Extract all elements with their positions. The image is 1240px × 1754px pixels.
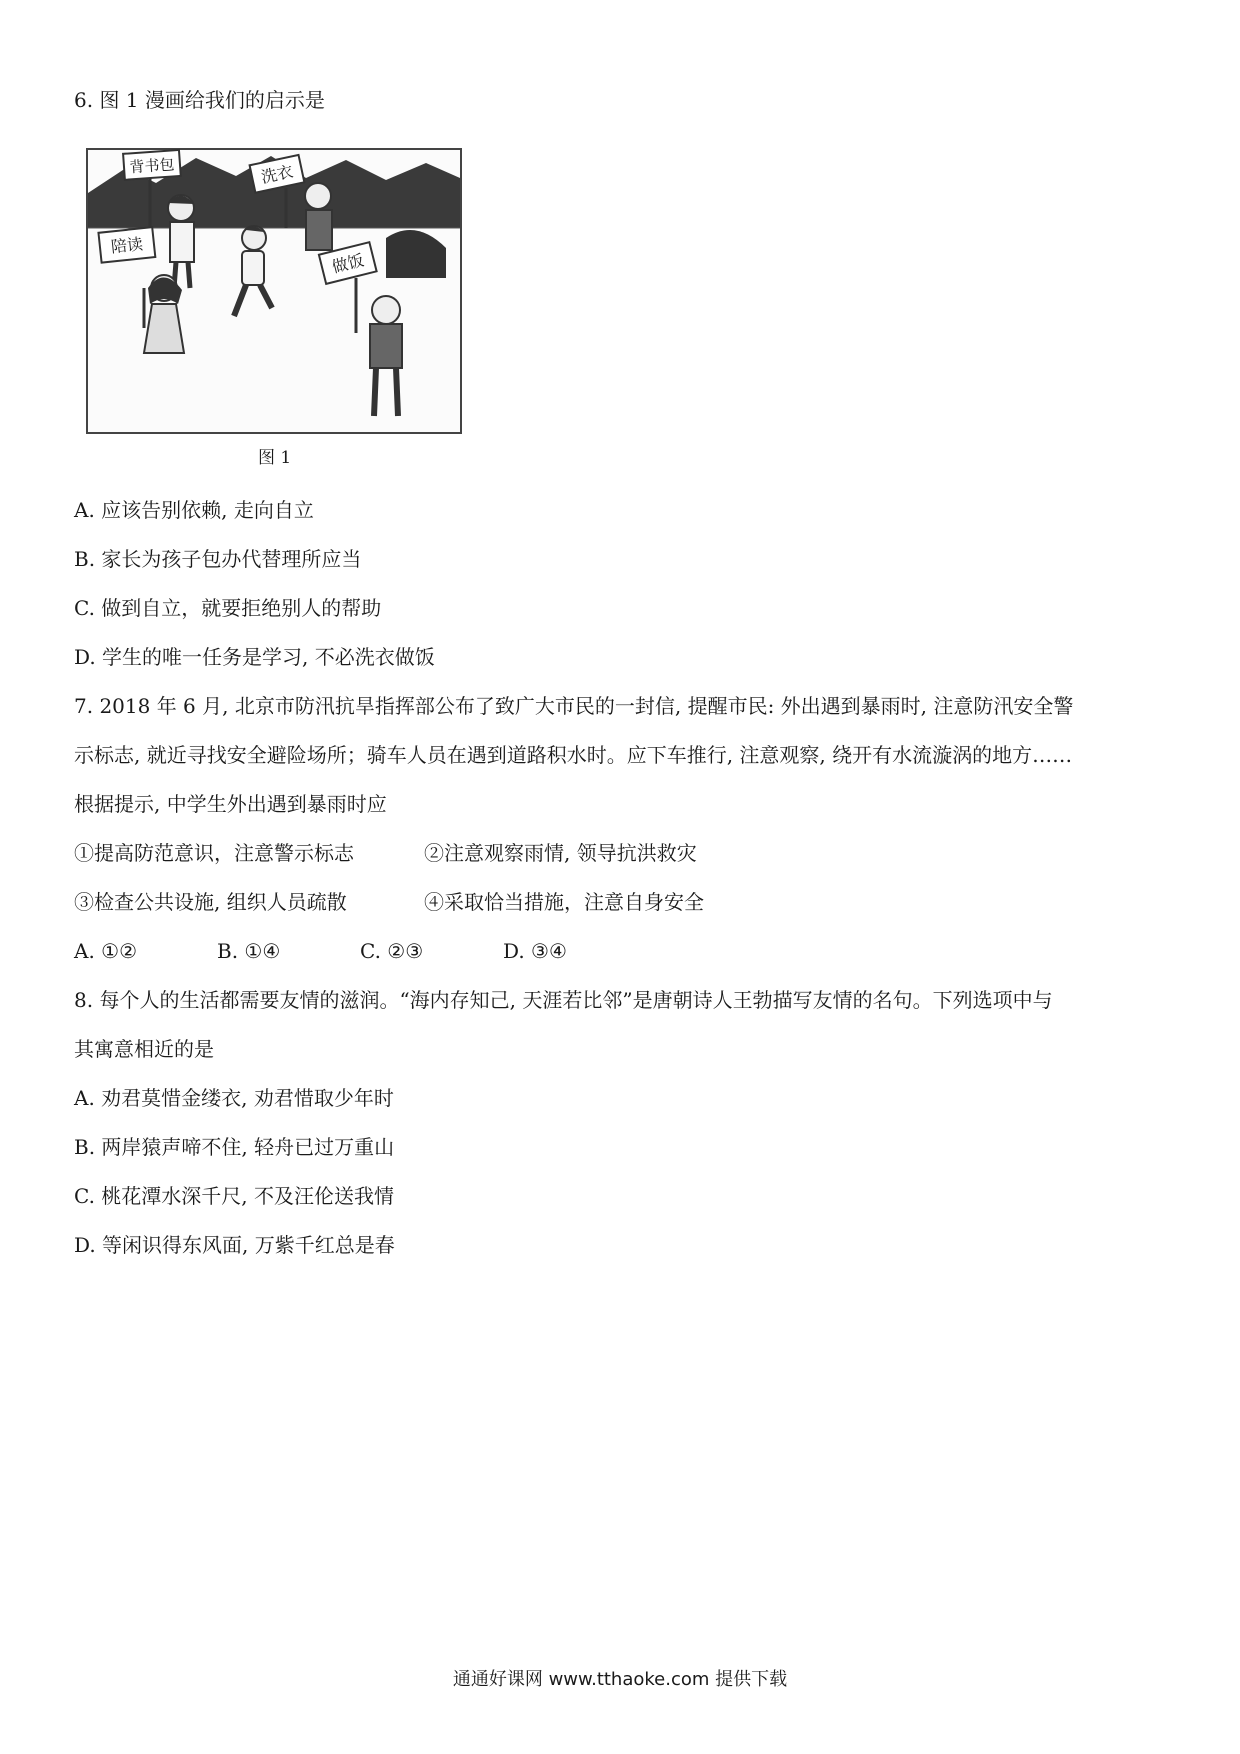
q6-stem: 6. 图 1 漫画给我们的启示是 xyxy=(74,88,325,112)
q6-option-a: A. 应该告别依赖, 走向自立 xyxy=(74,498,314,522)
sign-bag xyxy=(123,150,181,180)
mother-drawing xyxy=(144,275,184,353)
q8-option-d: D. 等闲识得东风面, 万紫千红总是春 xyxy=(74,1233,395,1257)
q8-option-a: A. 劝君莫惜金缕衣, 劝君惜取少年时 xyxy=(74,1086,394,1110)
sign-accompany-text: 陪读 xyxy=(110,234,144,257)
q7-item-4: ④采取恰当措施，注意自身安全 xyxy=(424,890,704,914)
q6-option-d: D. 学生的唯一任务是学习, 不必洗衣做饭 xyxy=(74,645,435,669)
q7-option-a: A. ①② xyxy=(74,939,138,963)
q7-option-c: C. ②③ xyxy=(360,939,424,963)
q7-stem-line-2: 示标志, 就近寻找安全避险场所；骑车人员在遇到道路积水时。应下车推行, 注意观察, 绕开有水流漩涡的地方…… xyxy=(74,743,1073,767)
sign-cook-text: 做饭 xyxy=(330,250,366,277)
page-footer: 通通好课网 www.tthaoke.com 提供下载 xyxy=(452,1669,788,1690)
q7-item-1: ①提高防范意识，注意警示标志 xyxy=(74,841,354,865)
q6-option-c: C. 做到自立，就要拒绝别人的帮助 xyxy=(74,596,382,620)
q7-stem-line-1: 7. 2018 年 6 月, 北京市防汛抗旱指挥部公布了致广大市民的一封信, 提醒市民: 外出遇到暴雨时, 注意防汛安全警 xyxy=(74,694,1074,718)
q7-item-2: ②注意观察雨情, 领导抗洪救灾 xyxy=(424,841,697,865)
q7-option-d: D. ③④ xyxy=(503,939,567,963)
q7-item-3: ③检查公共设施, 组织人员疏散 xyxy=(74,890,347,914)
sign-accompany xyxy=(98,227,155,262)
q8-option-b: B. 两岸猿声啼不住, 轻舟已过万重山 xyxy=(74,1135,395,1159)
q8-stem-line-2: 其寓意相近的是 xyxy=(74,1037,214,1061)
q6-option-b: B. 家长为孩子包办代替理所应当 xyxy=(74,547,362,571)
sign-wash-text: 洗衣 xyxy=(259,161,295,187)
q7-stem-line-3: 根据提示, 中学生外出遇到暴雨时应 xyxy=(74,792,387,816)
figure-caption: 图 1 xyxy=(258,448,292,468)
sign-bag-text: 背书包 xyxy=(128,155,176,177)
q8-stem-line-1: 8. 每个人的生活都需要友情的滋润。“海内存知己, 天涯若比邻”是唐朝诗人王勃描写友情的名句。下列选项中与 xyxy=(74,988,1053,1012)
q8-option-c: C. 桃花潭水深千尺, 不及汪伦送我情 xyxy=(74,1184,395,1208)
cartoon-figure xyxy=(86,148,462,434)
q7-option-b: B. ①④ xyxy=(217,939,281,963)
